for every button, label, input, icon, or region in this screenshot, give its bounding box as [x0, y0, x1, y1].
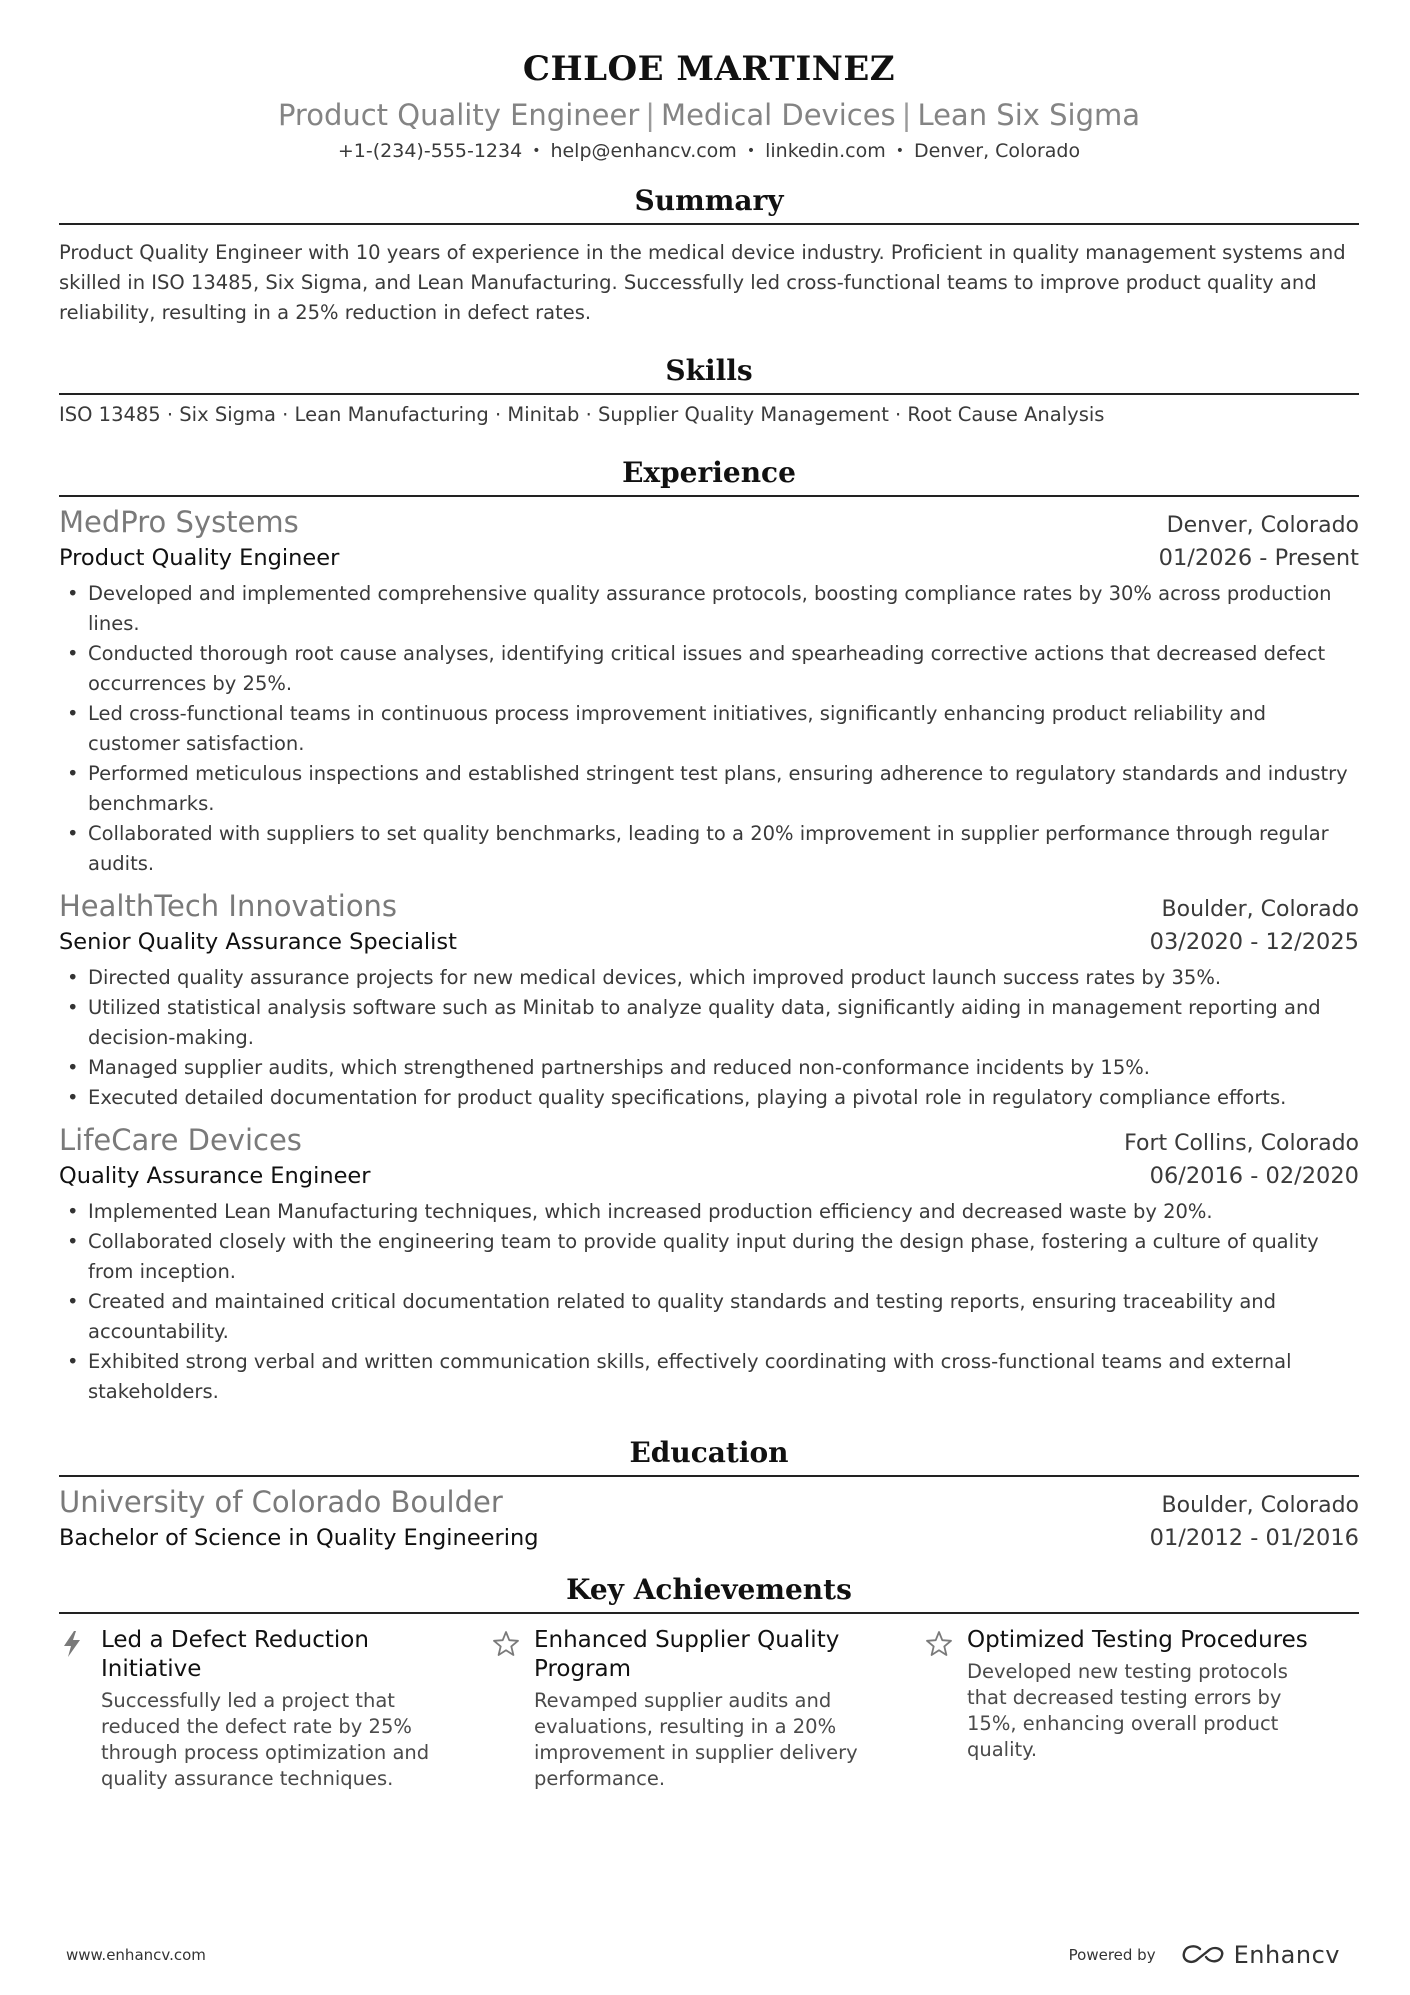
- section-title-skills: Skills: [665, 354, 753, 387]
- education-section: [59, 1433, 1359, 1555]
- powered-by-label: Powered by: [1068, 1946, 1156, 1964]
- star-icon: [925, 1630, 953, 1658]
- job-dates: 03/2020 - 12/2025: [1149, 929, 1359, 955]
- bullet-item: • Collaborated closely with the engineering team to provide quality input during the design phase, fostering a culture of quality from inception.: [59, 1227, 1359, 1287]
- footer-branding: [1069, 1941, 1340, 1969]
- contact-separator: •: [746, 143, 756, 159]
- phone-number[interactable]: +1-(234)-555-1234: [337, 140, 523, 162]
- email-link[interactable]: help@enhancv.com: [550, 140, 737, 162]
- entry-header: [59, 1483, 1359, 1521]
- section-divider: [59, 223, 1359, 225]
- school-name: University of Colorado Boulder: [59, 1485, 503, 1519]
- achievement-body: [534, 1626, 879, 1792]
- tagline-item: Medical Devices: [661, 98, 896, 132]
- bullet-item: • Exhibited strong verbal and written communication skills, effectively coordinating with cross-functional teams and external stakeholders.: [59, 1347, 1359, 1407]
- achievement-icon-wrap: [59, 1626, 101, 1792]
- section-title-education: Education: [629, 1436, 789, 1469]
- job-dates: 01/2026 - Present: [1158, 545, 1359, 571]
- section-title-achievements: Key Achievements: [566, 1573, 852, 1606]
- achievement-item: [492, 1626, 925, 1792]
- achievement-item: [59, 1626, 492, 1792]
- location-text: Denver, Colorado: [913, 140, 1081, 162]
- resume-page: [59, 0, 1359, 1792]
- degree-name: Bachelor of Science in Quality Engineering: [59, 1525, 539, 1551]
- page-footer: [66, 1940, 1340, 1970]
- section-title-experience: Experience: [622, 456, 796, 489]
- bullet-list: [59, 579, 1359, 879]
- skills-list: ISO 13485 · Six Sigma · Lean Manufacturing · Minitab · Supplier Quality Management · Root Cause Analysis: [59, 403, 1105, 426]
- brand-name[interactable]: Enhancv: [1233, 1941, 1340, 1969]
- tagline-separator: |: [645, 98, 656, 132]
- entry-subheader: [59, 1159, 1359, 1193]
- entry-header: [59, 1121, 1359, 1159]
- achievements-grid: [59, 1626, 1359, 1792]
- tagline-item: Lean Six Sigma: [917, 98, 1141, 132]
- resume-header: [59, 0, 1359, 166]
- education-dates: 01/2012 - 01/2016: [1149, 1525, 1359, 1551]
- bullet-item: • Executed detailed documentation for product quality specifications, playing a pivotal role in regulatory compliance efforts.: [59, 1083, 1359, 1113]
- achievement-title: Optimized Testing Procedures: [967, 1627, 1308, 1653]
- lightning-bolt-icon: [59, 1630, 85, 1658]
- summary-text: Product Quality Engineer with 10 years of experience in the medical device industry. Proficient in quality management systems and skilled in ISO 13485, Six Sigma, and Lean Manufacturing. Successfully led cross-functional teams to improve product quality and reliability, resulting in a 25% reduction in defect rates.: [59, 241, 1346, 324]
- experience-entry: [59, 887, 1359, 1113]
- achievement-icon-wrap: [925, 1626, 967, 1792]
- experience-entry: [59, 503, 1359, 879]
- bullet-item: • Directed quality assurance projects for new medical devices, which improved product launch success rates by 35%.: [59, 963, 1359, 993]
- enhancv-logo-icon: [1180, 1943, 1226, 1967]
- tagline: [59, 94, 1359, 136]
- entry-subheader: [59, 925, 1359, 959]
- achievement-title: Enhanced Supplier Quality Program: [534, 1627, 840, 1682]
- bullet-list: [59, 1197, 1359, 1407]
- contact-line: [59, 136, 1359, 166]
- achievement-icon-wrap: [492, 1626, 534, 1792]
- candidate-name: CHLOE MARTINEZ: [522, 49, 896, 89]
- bullet-item: • Utilized statistical analysis software such as Minitab to analyze quality data, significantly aiding in management reporting and decision-making.: [59, 993, 1359, 1053]
- footer-url-link[interactable]: www.enhancv.com: [66, 1946, 206, 1964]
- job-title: Quality Assurance Engineer: [59, 1163, 371, 1189]
- contact-separator: •: [895, 143, 904, 159]
- section-divider: [59, 1475, 1359, 1477]
- achievement-body: [967, 1626, 1312, 1792]
- bullet-item: • Led cross-functional teams in continuous process improvement initiatives, significantly enhancing product reliability and customer satisfaction.: [59, 699, 1359, 759]
- company-name: LifeCare Devices: [59, 1123, 302, 1157]
- summary-section: [59, 181, 1359, 328]
- entry-subheader: [59, 1521, 1359, 1555]
- job-dates: 06/2016 - 02/2020: [1149, 1163, 1359, 1189]
- achievement-body: [101, 1626, 446, 1792]
- bullet-item: • Implemented Lean Manufacturing techniques, which increased production efficiency and decreased waste by 20%.: [59, 1197, 1359, 1227]
- entry-header: [59, 887, 1359, 925]
- skills-section: [59, 351, 1359, 430]
- entry-subheader: [59, 541, 1359, 575]
- section-divider: [59, 393, 1359, 395]
- section-divider: [59, 1612, 1359, 1614]
- bullet-item: • Performed meticulous inspections and established stringent test plans, ensuring adherence to regulatory standards and industry benchmarks.: [59, 759, 1359, 819]
- bullet-item: • Developed and implemented comprehensive quality assurance protocols, boosting compliance rates by 30% across production lines.: [59, 579, 1359, 639]
- company-name: MedPro Systems: [59, 505, 299, 539]
- contact-separator: •: [532, 143, 541, 159]
- job-location: Boulder, Colorado: [1161, 897, 1359, 922]
- job-title: Senior Quality Assurance Specialist: [59, 929, 457, 955]
- section-divider: [59, 495, 1359, 497]
- achievement-description: Successfully led a project that reduced the defect rate by 25% through process optimization and quality assurance techniques.: [101, 1689, 430, 1790]
- experience-entry: [59, 1121, 1359, 1407]
- section-title-summary: Summary: [634, 184, 784, 217]
- tagline-separator: |: [901, 98, 912, 132]
- linkedin-link[interactable]: linkedin.com: [765, 140, 886, 162]
- job-location: Denver, Colorado: [1166, 513, 1359, 538]
- star-icon: [492, 1630, 520, 1658]
- achievement-title: Led a Defect Reduction Initiative: [101, 1627, 369, 1682]
- tagline-item: Product Quality Engineer: [277, 98, 640, 132]
- bullet-item: • Collaborated with suppliers to set quality benchmarks, leading to a 20% improvement in supplier performance through regular audits.: [59, 819, 1359, 879]
- school-location: Boulder, Colorado: [1161, 1493, 1359, 1518]
- achievements-section: [59, 1570, 1359, 1792]
- bullet-item: • Conducted thorough root cause analyses, identifying critical issues and spearheading corrective actions that decreased defect occurrences by 25%.: [59, 639, 1359, 699]
- bullet-item: • Created and maintained critical documentation related to quality standards and testing reports, ensuring traceability and accountability.: [59, 1287, 1359, 1347]
- company-name: HealthTech Innovations: [59, 889, 398, 923]
- bullet-item: • Managed supplier audits, which strengthened partnerships and reduced non-conformance incidents by 15%.: [59, 1053, 1359, 1083]
- achievement-description: Revamped supplier audits and evaluations, resulting in a 20% improvement in supplier delivery performance.: [534, 1689, 858, 1790]
- bullet-list: [59, 963, 1359, 1113]
- education-entry: [59, 1483, 1359, 1555]
- achievement-description: Developed new testing protocols that decreased testing errors by 15%, enhancing overall product quality.: [967, 1660, 1288, 1761]
- entry-header: [59, 503, 1359, 541]
- experience-section: [59, 453, 1359, 1407]
- job-location: Fort Collins, Colorado: [1124, 1131, 1359, 1156]
- achievement-item: [925, 1626, 1358, 1792]
- job-title: Product Quality Engineer: [59, 545, 340, 571]
